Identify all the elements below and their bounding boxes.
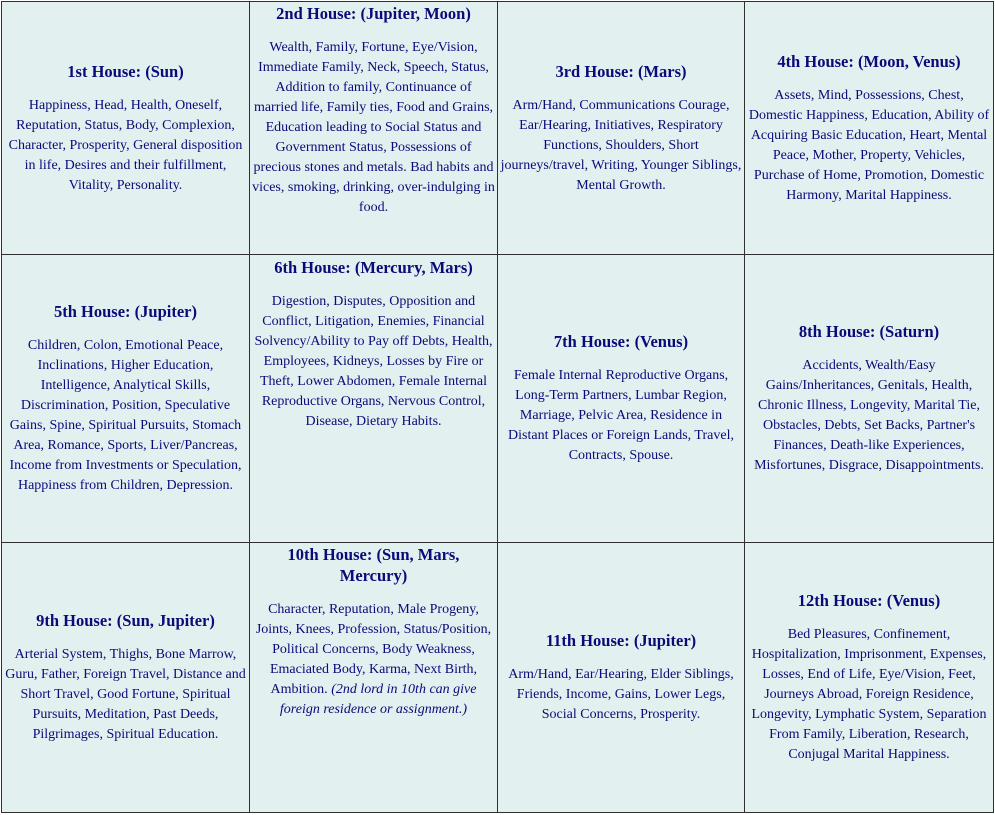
house-title: 6th House: (Mercury, Mars) <box>274 258 473 278</box>
house-title: 1st House: (Sun) <box>67 61 184 81</box>
house-description <box>252 292 495 432</box>
house-note: (2nd lord in 10th can give foreign residence or assignment.) <box>279 681 477 717</box>
house-description-text: Arterial System, Thighs, Bone Marrow, Guru, Father, Foreign Travel, Distance and Short Travel, Good Fortune, Spiritual Pursuits, Meditation, Past Deeds, Pilgrimages, Spiritual Education. <box>5 646 246 742</box>
house-cell-1 <box>2 2 250 255</box>
house-description-text: Assets, Mind, Possessions, Chest, Domestic Happiness, Education, Ability of Acquiring Basic Education, Heart, Mental Peace, Mother, Property, Vehicles, Purchase of Home, Promotion, Domestic Harmony, Marital Happiness. <box>748 87 990 203</box>
house-title: 8th House: (Saturn) <box>798 321 940 341</box>
house-description-text: Arm/Hand, Communications Courage, Ear/Hearing, Initiatives, Respiratory Functions, Shoulders, Short journeys/travel, Writing, Younger Siblings, Mental Growth. <box>500 97 742 193</box>
house-title: 7th House: (Venus) <box>553 331 689 351</box>
house-title: 5th House: (Jupiter) <box>54 301 197 321</box>
house-description <box>4 645 247 745</box>
house-description-text: Female Internal Reproductive Organs, Long-Term Partners, Lumbar Region, Marriage, Pelvic Area, Residence in Distant Places or Foreign Lands, Travel, Contracts, Spouse. <box>508 367 734 463</box>
house-description <box>747 86 991 206</box>
house-title: 10th House: (Sun, Mars, Mercury) <box>287 544 460 585</box>
house-description <box>252 38 495 218</box>
house-title: 2nd House: (Jupiter, Moon) <box>276 4 471 23</box>
house-description-text: Accidents, Wealth/Easy Gains/Inheritances, Genitals, Health, Chronic Illness, Longevity, Marital Tie, Obstacles, Debts, Set Backs, Partner's Finances, Death-like Experiences, Misfortunes, Disgrace, Disappointments. <box>754 357 984 473</box>
houses-table <box>1 1 994 813</box>
table-row <box>2 255 994 542</box>
house-cell-8 <box>745 255 994 542</box>
house-description <box>500 96 742 196</box>
house-cell-6 <box>250 255 498 542</box>
house-title: 3rd House: (Mars) <box>555 61 687 81</box>
house-cell-9 <box>2 542 250 812</box>
house-description <box>4 336 247 496</box>
house-description-text: Character, Reputation, Male Progeny, Joints, Knees, Profession, Status/Position, Political Concerns, Body Weakness, Emaciated Body, Karma, Next Birth, Ambition. <box>255 601 492 697</box>
house-cell-3 <box>498 2 745 255</box>
house-title: 9th House: (Sun, Jupiter) <box>36 610 215 630</box>
house-description <box>747 356 991 476</box>
house-description-text: Wealth, Family, Fortune, Eye/Vision, Immediate Family, Neck, Speech, Status, Addition to family, Continuance of married life, Family ties, Food and Grains, Education leading to Social Status and Government Status, Possessions of precious stones and metals. Bad habits and vices, smoking, drinking, over-indulging in food. <box>252 40 495 215</box>
house-description-text: Arm/Hand, Ear/Hearing, Elder Siblings, Friends, Income, Gains, Lower Legs, Social Concerns, Prosperity. <box>508 666 734 722</box>
house-description <box>500 665 742 725</box>
house-title: 11th House: (Jupiter) <box>545 630 697 650</box>
house-cell-2 <box>250 2 498 255</box>
house-cell-5 <box>2 255 250 542</box>
house-description-text: Bed Pleasures, Confinement, Hospitalization, Imprisonment, Expenses, Losses, End of Life, Eye/Vision, Feet, Journeys Abroad, Foreign Residence, Longevity, Lymphatic System, Separation From Family, Liberation, Research, Conjugal Marital Happiness. <box>751 626 987 762</box>
table-row <box>2 542 994 812</box>
house-cell-7 <box>498 255 745 542</box>
house-description <box>747 625 991 765</box>
house-cell-4 <box>745 2 994 255</box>
table-row <box>2 2 994 255</box>
house-cell-12 <box>745 542 994 812</box>
house-description-text: Happiness, Head, Health, Oneself, Reputation, Status, Body, Complexion, Character, Prosperity, General disposition in life, Desires and their fulfillment, Vitality, Personality. <box>8 97 243 193</box>
house-description-text: Children, Colon, Emotional Peace, Inclinations, Higher Education, Intelligence, Analytical Skills, Discrimination, Position, Speculative Gains, Spine, Spiritual Pursuits, Stomach Area, Romance, Sports, Liver/Pancreas, Income from Investments or Speculation, Happiness from Children, Depression. <box>9 337 242 493</box>
house-description <box>252 600 495 720</box>
house-title: 12th House: (Venus) <box>797 590 941 610</box>
house-description <box>500 366 742 466</box>
house-title: 4th House: (Moon, Venus) <box>777 51 961 71</box>
house-cell-10 <box>250 542 498 812</box>
house-description-text: Digestion, Disputes, Opposition and Conflict, Litigation, Enemies, Financial Solvency/Ability to Pay off Debts, Health, Employees, Kidneys, Losses by Fire or Theft, Lower Abdomen, Female Internal Reproductive Organs, Nervous Control, Disease, Dietary Habits. <box>254 294 493 430</box>
house-cell-11 <box>498 542 745 812</box>
house-description <box>4 96 247 196</box>
